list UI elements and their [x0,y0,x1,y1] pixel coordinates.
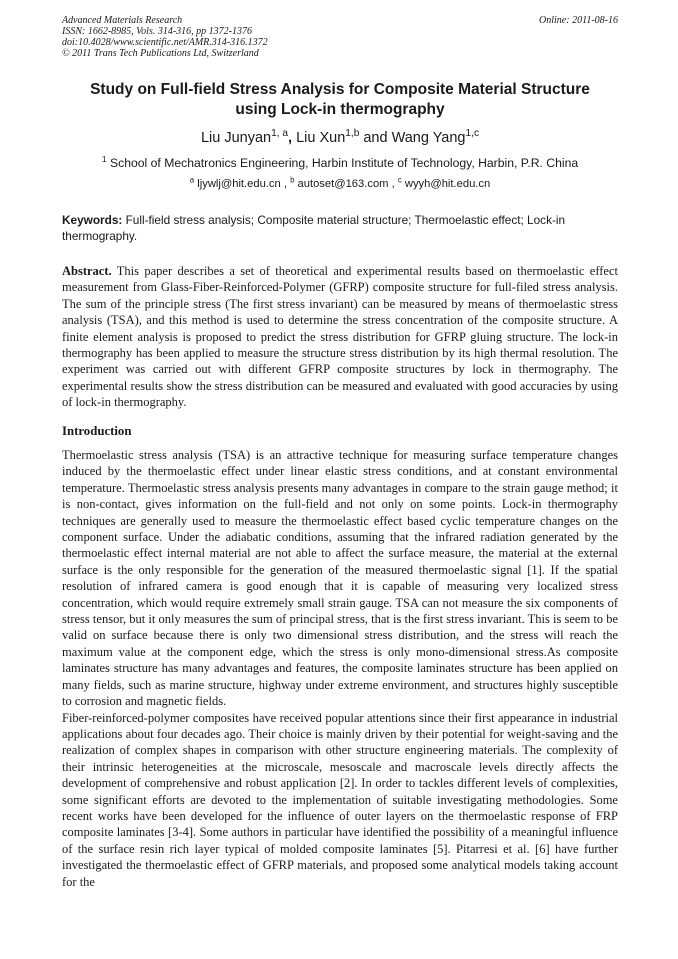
author-2-affil: 1,b [345,128,360,140]
abstract [62,263,618,411]
journal-name: Advanced Materials Research [62,15,183,26]
introduction-paragraph-1: Thermoelastic stress analysis (TSA) is an attractive technique for measuring surface temperature changes induced by the thermoelastic effect under linear elastic stress conditions, and at constant environmental temperature. Thermoelastic stress analysis presents many advantages in compare to the strain gauge method; it is non-contact, gives information on the full-field and not only on some points. Lock-in thermography techniques are generally used to measure the thermoelastic effect based cyclic temperature changes on the component surface. Under the adiabatic conditions, assuming that the infrared radiation generated by the thermoelastic effect internal material are not able to affect the surface measure, the material at the external surface is the only responsible for the generation of the measured thermoelastic signal [1]. If the spatial resolution of infrared camera is good enough that it is capable of measuring very localized stress concentration, which would require extremely small strain gauge. TSA can not measure the six components of stress tensor, but it only measures the sum of principal stress, that is the first stress invariant. This is seem to be valid on surface because there is only two dimensional stress distribution, and the stress will reach the maximum value at the component edge, which the stress is only mono-dimensional stress.As composite laminates structure has many advantages and features, the composite laminates structure has been applied on many fields, such as marine structure, highway under extreme environment, and structures highly susceptible to corrosion and magnetic fields. [62,448,618,709]
email-a-mark: a [189,175,195,185]
author-separator: and [359,130,392,146]
affiliation-mark: 1 [101,153,107,164]
author-list [62,130,618,146]
affiliation-text: School of Mechatronics Engineering, Harbin Institute of Technology, Harbin, P.R. China [106,156,579,170]
author-1: Liu Junyan [200,130,272,146]
keywords-text: Full-field stress analysis; Composite material structure; Thermoelastic effect; Lock-in thermography. [62,213,566,243]
doi-line: doi:10.4028/www.scientific.net/AMR.314-316.1372 [62,37,268,48]
author-emails [62,175,618,190]
keywords [62,212,618,244]
author-2: Liu Xun [296,130,346,146]
author-3-affil: 1,c [465,128,480,140]
author-3: Wang Yang [391,130,466,146]
introduction-paragraph-2: Fiber-reinforced-polymer composites have received popular attentions since their first appearance in industrial applications about four decades ago. Their choice is mainly driven by their potential for weight-saving and the realization of complex shapes in comparison with other structure engineering materials. The complexity of their intrinsic heterogeneities at the microscale, mesoscale and macroscale levels directly affects the development of comprehensive and robust application [2]. In order to tackles different levels of complexities, some significant efforts are devoted to the implementation of suitable investigating methodologies. Some recent works have been developed for the influence of outer layers on the thermoelastic response of FRP composite laminates [3-4]. Some authors in particular have identified the possibility of a meaningful influence of the surface resin rich layer typical of molded composite laminates [5]. Pitarresi et al. [6] have further investigated the thermoelastic effect of GFRP materials, and proposed some analytical models taking account for the [62,710,618,889]
journal-header [62,15,618,59]
author-1-affil: 1, a [271,128,289,140]
email-a: ljywlj@hit.edu.cn , [194,178,291,190]
title-line-1: Study on Full-field Stress Analysis for Composite Material Structure [90,81,590,98]
introduction-body [62,447,618,890]
affiliation [62,153,618,170]
email-b-mark: b [290,175,295,185]
email-c: wyyh@hit.edu.cn [401,178,491,190]
copyright-line: © 2011 Trans Tech Publications Ltd, Switzerland [62,48,259,59]
abstract-text: This paper describes a set of theoretical and experimental results based on thermoelastic effect measurement from Glass-Fiber-Reinforced-Polymer (GFRP) composite structure for full-filed stress analysis. The sum of the principle stress (The first stress invariant) can be measured by means of thermoelastic stress analysis (TSA), and this method is used to determine the stress concentration of the composite structure. A finite element analysis is proposed to predict the stress distribution for GFRP gluing structure. The lock-in thermography has been applied to measure the structure stress distribution by its high thermal resolution. The experiment was carried out with different GFRP composite structures by lock in thermography. The experimental results show the stress distribution can be measured and evaluated with good accuracies by using of lock-in thermography. [62,264,618,410]
abstract-label: Abstract. [62,264,112,278]
online-date: Online: 2011-08-16 [539,15,618,26]
section-heading-introduction: Introduction [62,424,132,438]
email-c-mark: c [397,175,402,185]
title-line-2: using Lock-in thermography [235,101,445,118]
author-separator: , [288,130,297,146]
paper-title [62,80,618,120]
keywords-label: Keywords: [62,213,123,227]
email-b: autoset@163.com , [294,178,398,190]
issn-line: ISSN: 1662-8985, Vols. 314-316, pp 1372-1376 [62,26,252,37]
